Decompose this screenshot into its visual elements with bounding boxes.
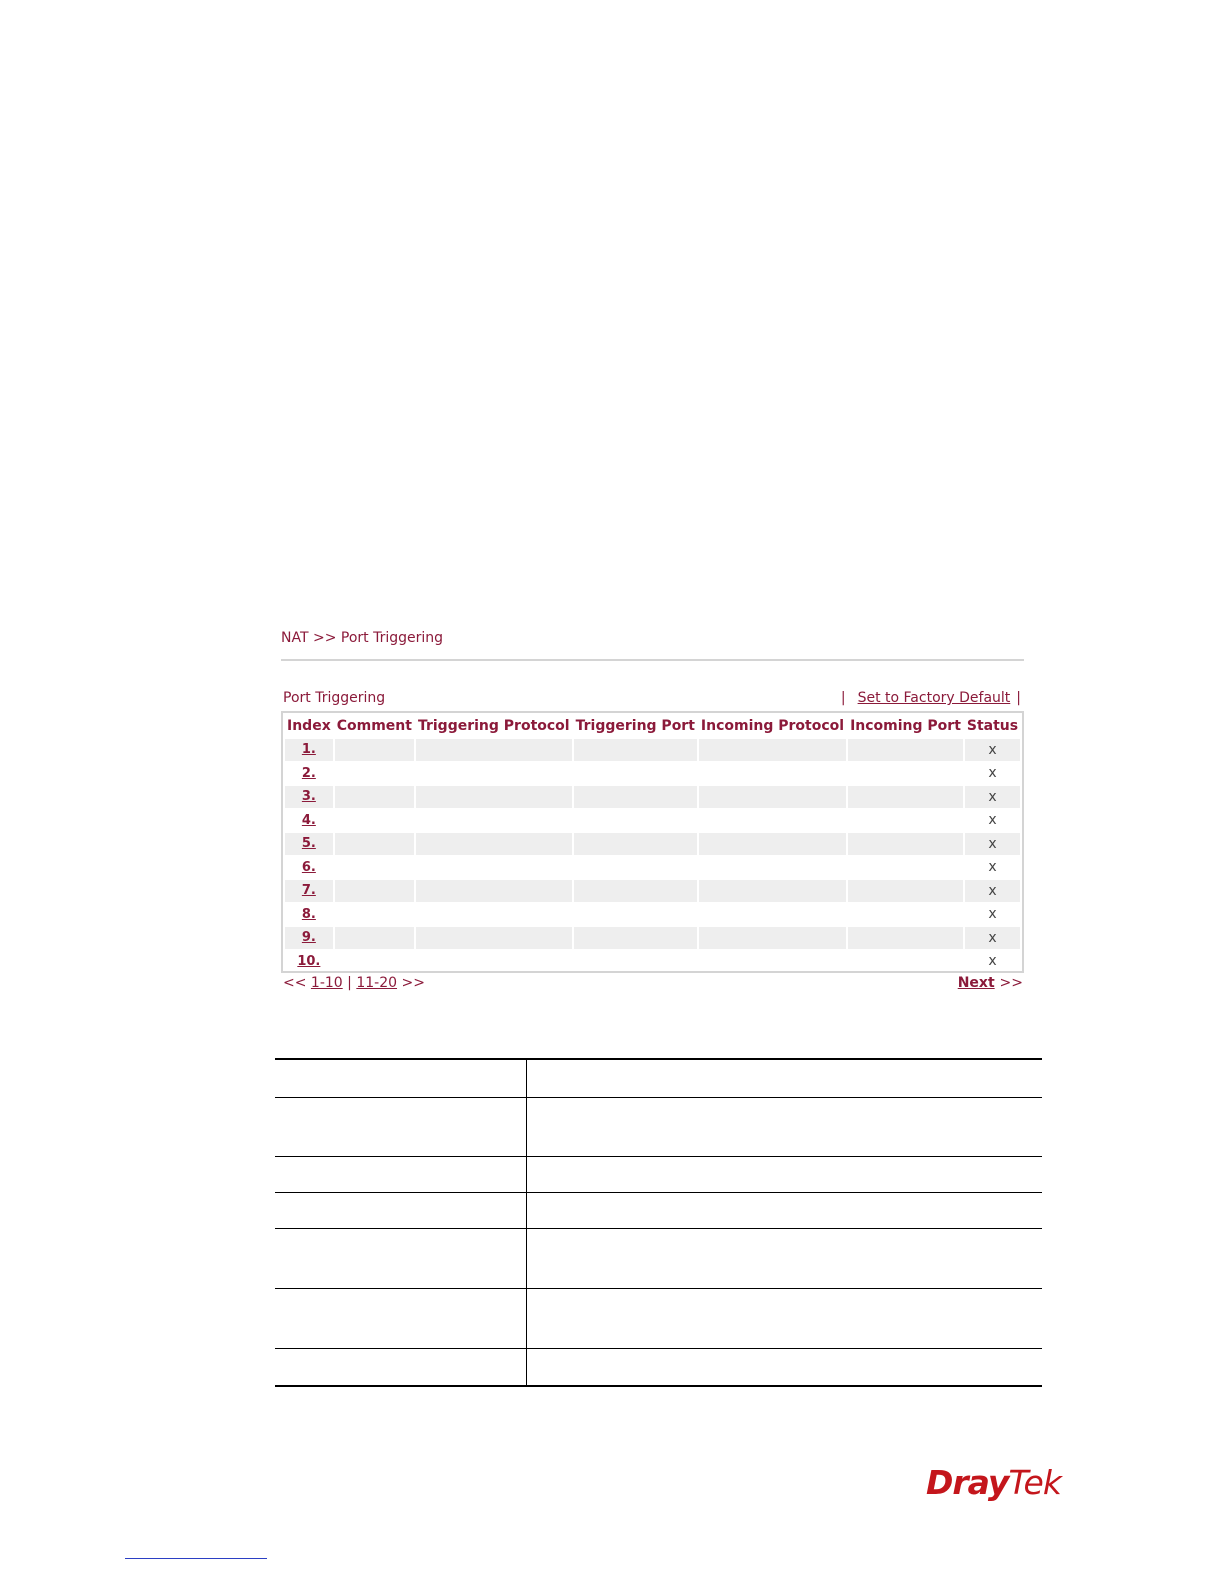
status-cell: x [965,927,1020,949]
empty-cell [416,951,572,973]
empty-cell [574,763,697,785]
desc-row [275,1059,1042,1098]
section-title: Port Triggering [283,690,386,706]
set-to-factory-default-link[interactable]: Set to Factory Default [857,690,1011,706]
status-cell: x [965,880,1020,902]
table-row [285,810,1020,832]
index-cell [285,833,333,855]
desc-row [275,1289,1042,1349]
empty-cell [848,880,963,902]
header-index: Index [287,718,331,734]
header-incoming-protocol: Incoming Protocol [700,718,845,734]
empty-cell [416,880,572,902]
desc-row [275,1193,1042,1229]
table-row [285,833,1020,855]
factory-default-bar [841,690,1021,706]
table-row [285,951,1020,973]
empty-cell [848,904,963,926]
empty-cell [416,904,572,926]
empty-cell [848,810,963,832]
empty-cell [699,763,846,785]
empty-cell [416,786,572,808]
empty-cell [574,927,697,949]
empty-cell [848,927,963,949]
index-cell [285,739,333,761]
index-link[interactable]: 2. [301,765,316,781]
empty-cell [416,739,572,761]
empty-cell [335,880,414,902]
index-cell [285,810,333,832]
index-link[interactable]: 3. [301,789,316,805]
description-table [275,1058,1042,1387]
status-cell: x [965,833,1020,855]
empty-cell [335,810,414,832]
empty-cell [416,927,572,949]
index-cell [285,904,333,926]
empty-cell [574,786,697,808]
page-range-nav [283,975,425,991]
table-row [285,786,1020,808]
index-cell [285,857,333,879]
empty-cell [699,904,846,926]
table-row [285,880,1020,902]
empty-cell [416,833,572,855]
empty-cell [574,904,697,926]
empty-cell [699,880,846,902]
empty-cell [335,739,414,761]
breadcrumb: NAT >> Port Triggering [281,630,444,646]
empty-cell [335,904,414,926]
next-arrows: >> [999,975,1023,991]
index-link[interactable]: 1. [301,742,316,758]
empty-cell [848,857,963,879]
empty-cell [335,763,414,785]
empty-cell [574,951,697,973]
index-link[interactable]: 6. [301,859,316,875]
status-cell: x [988,906,997,923]
next-page-nav [958,975,1023,991]
index-link[interactable]: 7. [301,883,316,899]
status-cell: x [988,953,997,970]
index-cell [285,786,333,808]
separator: | [1016,690,1021,706]
index-cell [285,880,333,902]
index-link[interactable]: 10. [297,953,321,969]
table-row [285,927,1020,949]
table-row [285,739,1020,761]
empty-cell [335,833,414,855]
index-link[interactable]: 4. [301,812,316,828]
header-status: Status [966,718,1019,734]
index-link[interactable]: 8. [301,906,316,922]
index-link[interactable]: 5. [301,836,316,852]
empty-cell [574,739,697,761]
empty-cell [848,833,963,855]
empty-cell [335,951,414,973]
empty-cell [574,833,697,855]
empty-cell [699,810,846,832]
prev-arrows: << [283,975,307,991]
desc-row [275,1229,1042,1289]
desc-row [275,1349,1042,1387]
index-cell [285,927,333,949]
port-triggering-table [281,711,1024,973]
empty-cell [416,763,572,785]
status-cell: x [965,786,1020,808]
status-cell: x [988,859,997,876]
table-header-row [285,715,1020,737]
empty-cell [848,739,963,761]
header-incoming-port: Incoming Port [850,718,961,734]
table-row [285,763,1020,785]
header-comment: Comment [336,718,412,734]
empty-cell [574,880,697,902]
empty-cell [699,927,846,949]
separator: | [840,690,846,706]
breadcrumb-divider [281,659,1024,661]
footer-rule [125,1558,267,1559]
empty-cell [848,763,963,785]
next-link[interactable]: Next [957,975,995,991]
empty-cell [416,810,572,832]
table-row [285,904,1020,926]
empty-cell [699,739,846,761]
empty-cell [574,857,697,879]
empty-cell [699,833,846,855]
status-cell: x [965,739,1020,761]
index-link[interactable]: 9. [301,930,316,946]
empty-cell [574,810,697,832]
page-range-1-10-link[interactable]: 1-10 [310,975,343,991]
empty-cell [848,786,963,808]
empty-cell [848,951,963,973]
draytek-logo: DrayTek [926,1463,1061,1502]
empty-cell [699,857,846,879]
empty-cell [416,857,572,879]
status-cell: x [988,812,997,829]
desc-row [275,1098,1042,1157]
desc-row [275,1157,1042,1193]
header-triggering-port: Triggering Port [575,718,695,734]
empty-cell [335,786,414,808]
index-cell [285,951,333,973]
index-cell [285,763,333,785]
empty-cell [335,927,414,949]
empty-cell [335,857,414,879]
empty-cell [699,951,846,973]
next-arrows: >> [401,975,425,991]
empty-cell [699,786,846,808]
header-triggering-protocol: Triggering Protocol [417,718,570,734]
separator: | [347,975,352,991]
status-cell: x [988,765,997,782]
page-range-11-20-link[interactable]: 11-20 [356,975,398,991]
table-row [285,857,1020,879]
